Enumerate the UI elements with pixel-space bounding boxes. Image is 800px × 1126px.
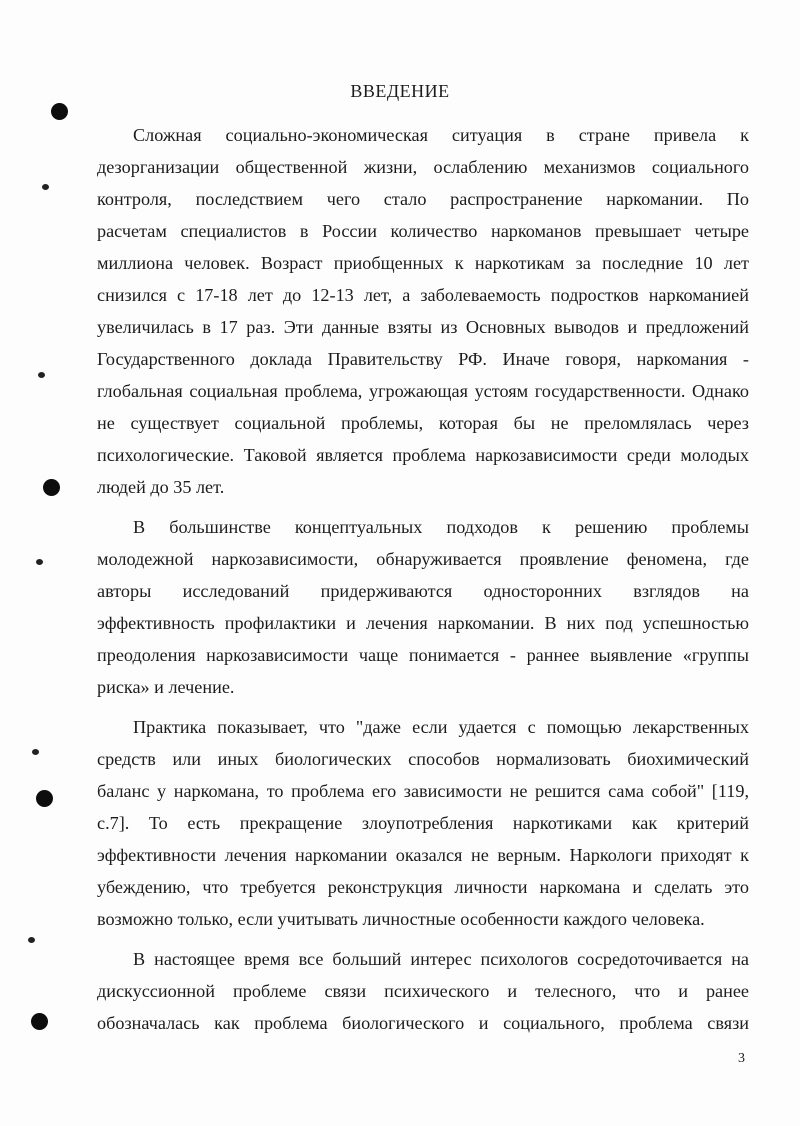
document-body [97, 119, 749, 1039]
page-number: 3 [738, 1051, 745, 1066]
text-line: увеличилась в 17 раз. Эти данные взяты из Основных выводов и предложений [97, 317, 749, 337]
text-line: обозначалась как проблема биологического и социального, проблема связи [97, 1013, 749, 1033]
paragraph [97, 511, 749, 703]
scan-speck [36, 559, 43, 565]
text-line: преодоления наркозависимости чаще понимается - раннее выявление «группы [97, 645, 749, 665]
text-line: риска» и лечение. [97, 677, 235, 697]
text-line: Государственного доклада Правительству РФ. Иначе говоря, наркомания - [97, 349, 749, 369]
text-line: эффективности лечения наркомании оказался не верным. Наркологи приходят к [97, 845, 749, 865]
paragraph [97, 119, 749, 503]
punch-hole [43, 479, 60, 496]
text-line: В большинстве концептуальных подходов к решению проблемы [133, 517, 749, 537]
paragraph [97, 943, 749, 1039]
text-line: снизился с 17-18 лет до 12-13 лет, а заболеваемость подростков наркоманией [97, 285, 749, 305]
scan-speck [32, 749, 39, 755]
text-line: убеждению, что требуется реконструкция личности наркомана и сделать это [97, 877, 749, 897]
scan-speck [42, 184, 49, 190]
text-line: молодежной наркозависимости, обнаруживается проявление феномена, где [97, 549, 749, 569]
document-title: ВВЕДЕНИЕ [350, 81, 450, 101]
text-line: эффективность профилактики и лечения наркомании. В них под успешностью [97, 613, 749, 633]
text-line: дискуссионной проблеме связи психического и телесного, что и ранее [97, 981, 749, 1001]
text-line: глобальная социальная проблема, угрожающая устоям государственности. Однако [97, 381, 749, 401]
text-line: миллиона человек. Возраст приобщенных к наркотикам за последние 10 лет [97, 253, 749, 273]
text-line: В настоящее время все больший интерес психологов сосредоточивается на [133, 949, 749, 969]
text-line: возможно только, если учитывать личностные особенности каждого человека. [97, 909, 705, 929]
text-line: с.7]. То есть прекращение злоупотребления наркотиками как критерий [97, 813, 749, 833]
text-line: средств или иных биологических способов нормализовать биохимический [97, 749, 749, 769]
text-line: Практика показывает, что "даже если удается с помощью лекарственных [133, 717, 749, 737]
text-line: расчетам специалистов в России количество наркоманов превышает четыре [97, 221, 749, 241]
text-line: психологические. Таковой является проблема наркозависимости среди молодых [97, 445, 749, 465]
text-line: дезорганизации общественной жизни, ослаблению механизмов социального [97, 157, 749, 177]
text-line: баланс у наркомана, то проблема его зависимости не решится сама собой" [119, [97, 781, 749, 801]
text-line: людей до 35 лет. [97, 477, 225, 497]
text-line: не существует социальной проблемы, которая бы не преломлялась через [97, 413, 749, 433]
text-line: авторы исследований придерживаются односторонних взглядов на [97, 581, 749, 601]
punch-hole [51, 103, 68, 120]
punch-hole [31, 1013, 48, 1030]
text-line: Сложная социально-экономическая ситуация в стране привела к [133, 125, 749, 145]
text-line: контроля, последствием чего стало распространение наркомании. По [97, 189, 749, 209]
punch-hole [36, 790, 53, 807]
scan-speck [38, 372, 45, 378]
paragraph [97, 711, 749, 935]
scan-speck [28, 937, 35, 943]
